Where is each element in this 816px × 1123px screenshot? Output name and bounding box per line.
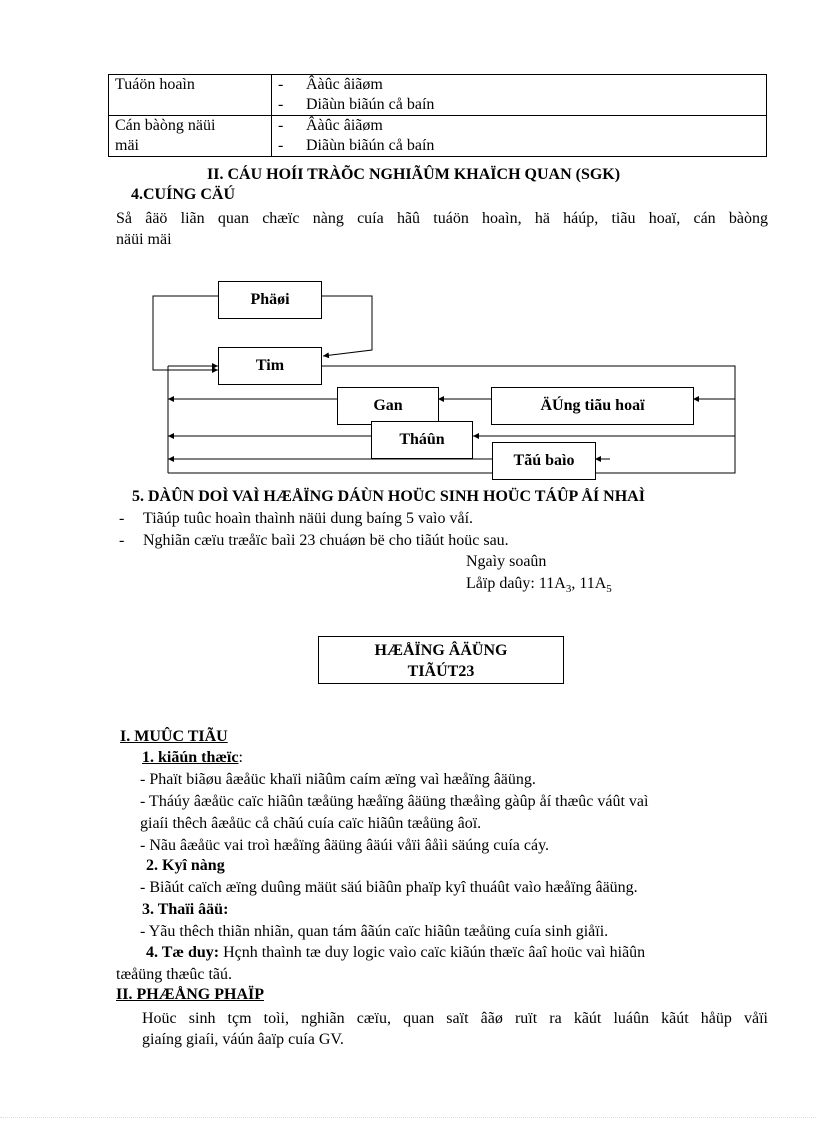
kien-thuc-heading: 1. kiãún thæïc: bbox=[142, 749, 243, 766]
table-item: Âàûc âiãøm bbox=[306, 76, 383, 93]
td-line: - Yãu thêch thiãn nhiãn, quan tám âãún caïc hiãûn tæåüng cuía sinh giåïi. bbox=[140, 923, 609, 940]
list-item: - Nghiãn cæïu træåïc baìi 23 chuáøn bë cho tiãút hoüc sau. bbox=[119, 532, 509, 549]
page-divider bbox=[0, 1117, 816, 1118]
table-item: Âàûc âiãøm bbox=[306, 117, 383, 134]
cung-co-heading: 4.CUÍNG CÄÚ bbox=[131, 186, 235, 203]
connector-line bbox=[153, 296, 218, 370]
diagram-node-te-bao: Tãú baìo bbox=[492, 442, 596, 480]
table-row-label: Tuáön hoaìn bbox=[109, 75, 272, 116]
table-row-items: - Âàûc âiãøm - Diãùn biãún cå baín bbox=[272, 75, 767, 116]
table-item: Diãùn biãún cå baín bbox=[306, 96, 435, 113]
kn-line: - Biãút caïch æïng duûng mäüt säú biãûn phaïp kyî thuáût vaìo hæåïng âäüng. bbox=[140, 879, 638, 896]
section2-heading: II. CÁU HOÍI TRÀÕC NGHIÃÛM KHAÏCH QUAN (SGK) bbox=[207, 166, 621, 183]
phuong-phap-heading: II. PHÆÅNG PHAÏP bbox=[116, 986, 264, 1003]
diagram-node-than: Tháûn bbox=[371, 421, 473, 459]
lop-day: Låïp daûy: $11A_3$, $11A_5$ bbox=[466, 575, 612, 596]
muc-tieu-heading: I. MUÛC TIÃU bbox=[120, 728, 228, 745]
diagram-node-ong-tieu-hoa: ÄÚng tiãu hoaï bbox=[491, 387, 694, 425]
ngay-soan: Ngaìy soaûn bbox=[466, 553, 547, 570]
diagram-node-phoi: Phäøi bbox=[218, 281, 322, 319]
table-row-label: Cán bàòng näüi mäi bbox=[109, 116, 272, 157]
table-item: Diãùn biãún cå baín bbox=[306, 137, 435, 154]
phuong-phap-text: Hoüc sinh tçm toìi, nghiãn cæïu, quan saït âãø ruït ra kãút luáûn kãút håüp våïi giaíng giaíi, váún âaïp cuía GV. bbox=[142, 1010, 768, 1048]
tu-duy-line: 4. Tæ duy: Hçnh thaình tæ duy logic vaìo caïc kiãún thæïc âaî hoüc vaì hiãûn bbox=[146, 944, 646, 961]
kt-line: - Nãu âæåüc vai troì hæåïng âäüng âäúi våïi âåìi säúng cuía cáy. bbox=[140, 837, 550, 854]
ky-nang-heading: 2. Kyî nàng bbox=[146, 857, 225, 874]
lesson-title-box: HÆÅÏNG ÂÄÜNG TIÃÚT23 bbox=[318, 636, 564, 684]
connector-line bbox=[320, 296, 372, 356]
thai-do-heading: 3. Thaïi âäü: bbox=[142, 901, 229, 918]
diagram-node-gan: Gan bbox=[337, 387, 439, 425]
list-item: - Tiãúp tuûc hoaìn thaình näüi dung baíng 5 vaìo våí. bbox=[119, 510, 474, 527]
dan-do-heading: 5. DÀÛN DOÌ VAÌ HÆÅÏNG DÁÙN HOÜC SINH HOÜC TÁÛP ÅÍ NHAÌ bbox=[132, 488, 645, 505]
kt-line: giaíi thêch âæåüc cå chãú cuía caïc hiãûn tæåüng âoï. bbox=[140, 815, 482, 832]
table-row-items: - Âàûc âiãøm - Diãùn biãún cå baín bbox=[272, 116, 767, 157]
kt-line: - Phaït biãøu âæåüc khaïi niãûm caím æïng vaì hæåïng âäüng. bbox=[140, 771, 536, 788]
tu-duy-line: tæåüng thæûc tãú. bbox=[116, 966, 232, 983]
kt-line: - Tháúy âæåüc caïc hiãûn tæåüng hæåïng âäüng thæåìng gàûp åí thæûc váût vaì bbox=[140, 793, 649, 810]
diagram-node-tim: Tim bbox=[218, 347, 322, 385]
cung-co-text: Så âäö liãn quan chæïc nàng cuía hãû tuáön hoaìn, hä háúp, tiãu hoaï, cán bàòng näüi mäi bbox=[116, 210, 768, 248]
